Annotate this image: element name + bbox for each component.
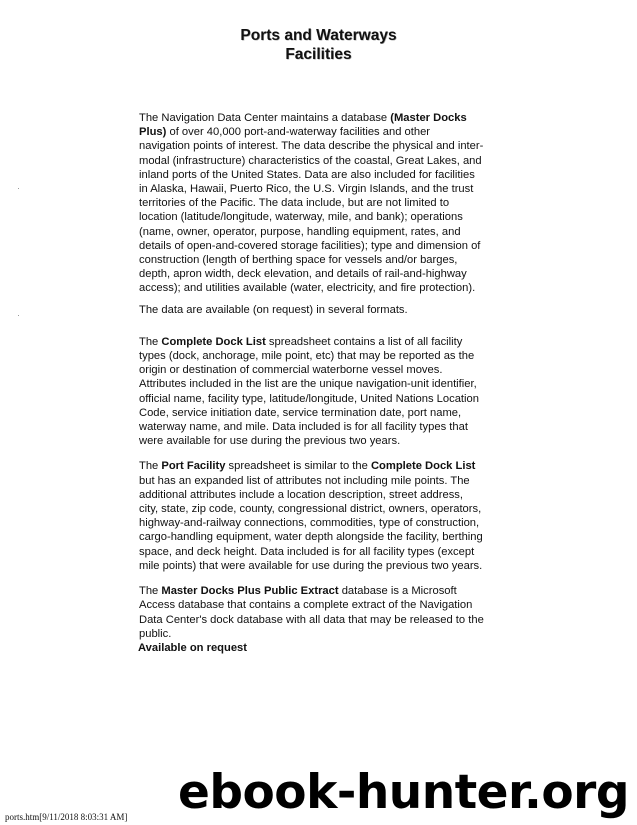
p1-text-pre: The Navigation Data Center maintains a database — [139, 112, 391, 124]
p3-bold-complete-dock-list: Complete Dock List — [161, 335, 266, 348]
p4-text-pre: The — [139, 460, 162, 473]
document-body — [139, 111, 484, 655]
paragraph-public-extract — [139, 584, 484, 655]
p5-text-post: database is a Microsoft Access database that contains a complete extract of the Navigation Data Center's dock database with all data that may be released to the public. — [139, 585, 484, 640]
available-on-request: Available on request — [138, 641, 248, 654]
p5-bold-public-extract: Master Docks Plus Public Extract — [161, 585, 339, 598]
scan-speck — [18, 188, 19, 189]
page-title-line1: Ports and Waterways — [240, 27, 397, 44]
p5-text-pre: The — [139, 585, 162, 598]
p4-bold-port-facility: Port Facility — [161, 460, 226, 473]
paragraph-formats: The data are available (on request) in several formats. — [139, 303, 408, 316]
paragraph-complete-dock-list — [139, 335, 484, 449]
p4-bold-complete-dock-list: Complete Dock List — [370, 460, 476, 473]
page-footer-source: ports.htm[9/11/2018 8:03:31 AM] — [5, 812, 128, 822]
paragraph-port-facility — [139, 459, 484, 573]
p3-text-pre: The — [139, 335, 162, 348]
watermark: ebook-hunter.org — [177, 765, 629, 820]
page-title — [0, 26, 637, 64]
p4-text-post: but has an expanded list of attributes not including mile points. The additional attributes include a location description, street address, city, state, zip code, county, congressional district, owners, operators, highway-and-railway connections, commodities, type of construction, cargo-handling equipment, water depth alongside the facility, berthing space, and deck height. Data included is for all facility types (except mile points) that were available for use during the previous two years. — [139, 474, 483, 572]
paragraph-master-docks-plus — [139, 111, 484, 296]
p1-text-post: of over 40,000 port-and-waterway facilities and other navigation points of interest. The data describe the physical and inter-modal (infrastructure) characteristics of the coastal, Great Lakes, and inland ports of the United States. Data are also included for facilities in Alaska, Hawaii, Puerto Rico, the U.S. Virgin Islands, and the trust territories of the Pacific. The data include, but are not limited to location (latitude/longitude, waterway, mile, and bank); operations (name, owner, operator, purpose, handling equipment, rates, and details of open-and-covered storage facilities); type and dimension of construction (length of berthing space for vessels and/or barges, depth, apron width, deck elevation, and details of rail-and-highway access); and utilities available (water, electricity, and fire protection). — [139, 126, 484, 295]
scan-speck — [18, 315, 19, 316]
p3-text-post: spreadsheet contains a list of all facility types (dock, anchorage, mile point, etc) that may be reported as the origin or destination of commercial waterborne vessel moves. Attributes included in the list are the unique navigation-unit identifier, official name, facility type, latitude/longitude, United Nations Location Code, service initiation date, service termination date, port name, waterway name, and mile. Data included is for all facility types that were available for use during the previous two years. — [139, 335, 479, 448]
p1-bold-master-docks-plus: (Master Docks Plus) — [139, 112, 467, 139]
page-title-line2: Facilities — [285, 46, 352, 63]
p4-text-mid: spreadsheet is similar to the — [225, 460, 371, 473]
